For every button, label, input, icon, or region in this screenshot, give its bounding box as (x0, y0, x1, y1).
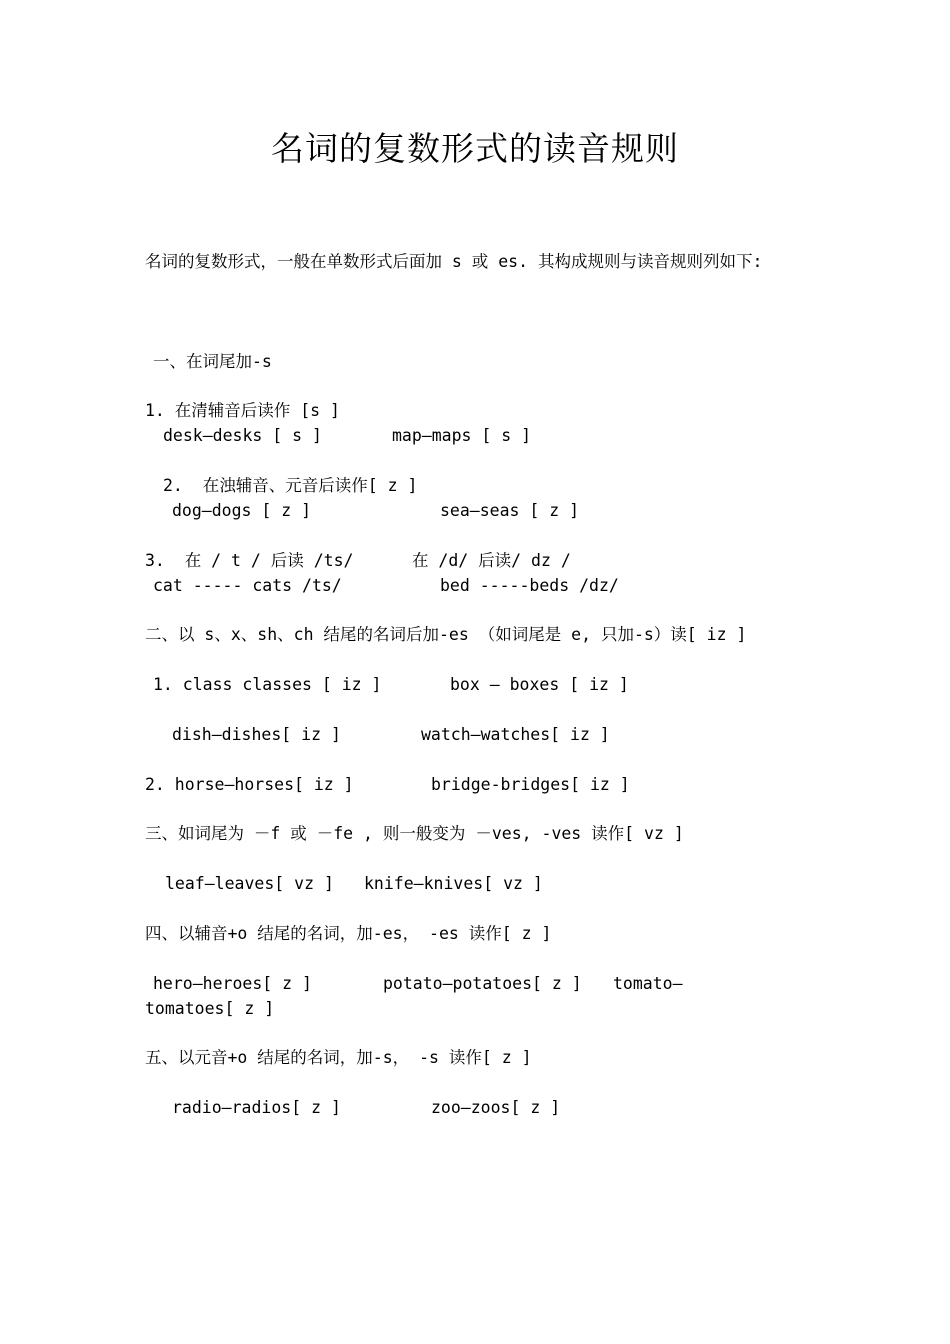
section-2-example-dish: dish—dishes[ iz ] (172, 725, 341, 744)
section-3-example-leaf: leaf—leaves[ vz ] (165, 874, 334, 893)
section-4-example-potato: potato—potatoes[ z ] (383, 974, 582, 993)
section-5-example-radio: radio—radios[ z ] (172, 1098, 341, 1117)
section-2-heading: 二、以 s、x、sh、ch 结尾的名词后加-es （如词尾是 e, 只加-s）读[ iz ] (145, 625, 747, 644)
section-2-example-horse: 2. horse—horses[ iz ] (145, 775, 354, 794)
section-5-heading: 五、以元音+o 结尾的名词，加-s， -s 读作[ z ] (145, 1048, 532, 1067)
document-title: 名词的复数形式的读音规则 (271, 129, 679, 168)
section-4-example-tomato-cont: tomatoes[ z ] (145, 999, 275, 1018)
rule-2-example-dog: dog—dogs [ z ] (172, 501, 312, 520)
rule-3-example-bed: bed -----beds /dz/ (440, 576, 619, 595)
rule-3-text-d: 在 /d/ 后读/ dz / (412, 551, 571, 570)
rule-3-example-cat: cat ----- cats /ts/ (153, 576, 342, 595)
rule-2-text: 2. 在浊辅音、元音后读作[ z ] (163, 476, 418, 495)
rule-2-example-sea: sea—seas [ z ] (440, 501, 580, 520)
section-4-heading: 四、以辅音+o 结尾的名词，加-es， -es 读作[ z ] (145, 924, 552, 943)
rule-1-example-map: map—maps [ s ] (392, 426, 532, 445)
rule-1-text: 1. 在清辅音后读作 [s ] (145, 401, 340, 420)
intro-paragraph: 名词的复数形式，一般在单数形式后面加 s 或 es. 其构成规则与读音规则列如下: (145, 252, 763, 271)
section-4-example-hero: hero—heroes[ z ] (153, 974, 312, 993)
section-3-heading: 三、如词尾为 －f 或 －fe , 则一般变为 －ves, -ves 读作[ vz ] (145, 824, 684, 843)
section-2-example-class: 1. class classes [ iz ] (153, 675, 382, 694)
section-1-heading: 一、在词尾加-s (153, 352, 272, 371)
rule-3-text-t: 3. 在 / t / 后读 /ts/ (145, 551, 354, 570)
section-2-example-watch: watch—watches[ iz ] (421, 725, 610, 744)
rule-1-example-desk: desk—desks [ s ] (163, 426, 322, 445)
section-3-example-knife: knife—knives[ vz ] (364, 874, 543, 893)
section-4-example-tomato: tomato— (613, 974, 683, 993)
section-2-example-box: box — boxes [ iz ] (450, 675, 629, 694)
section-5-example-zoo: zoo—zoos[ z ] (431, 1098, 561, 1117)
section-2-example-bridge: bridge-bridges[ iz ] (431, 775, 630, 794)
